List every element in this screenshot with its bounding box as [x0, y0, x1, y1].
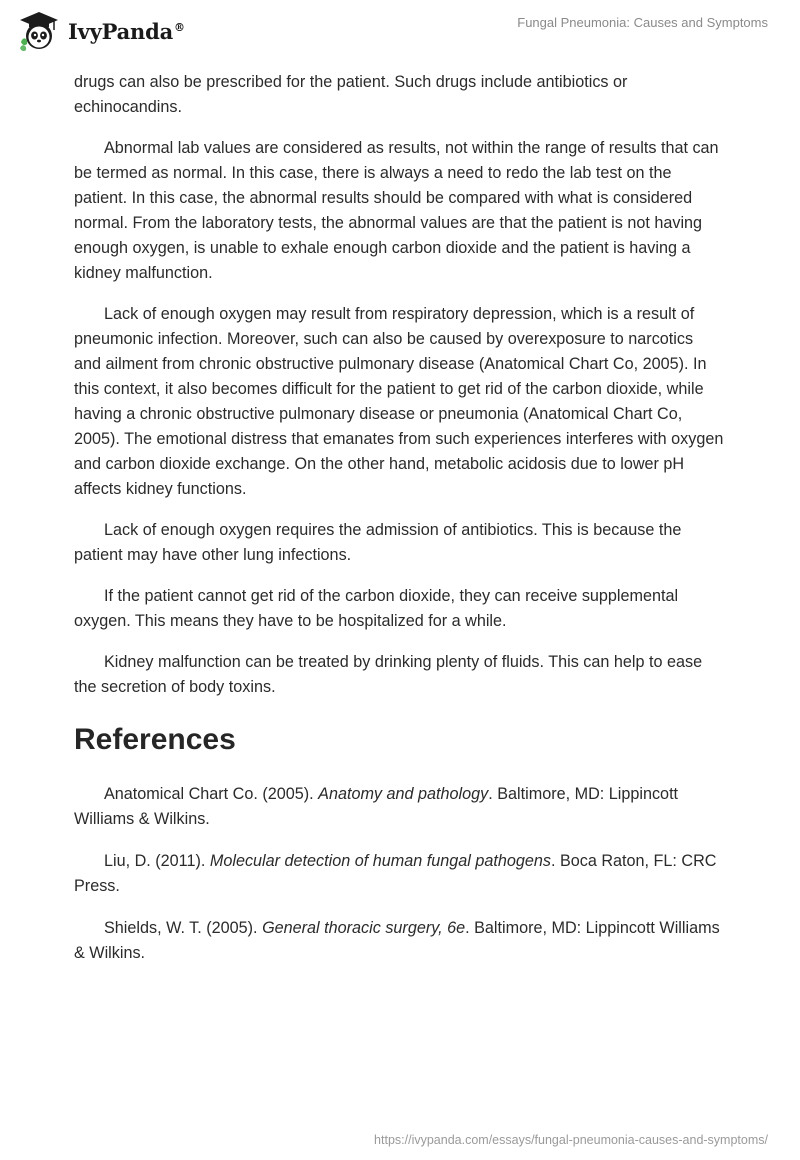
document-title: Fungal Pneumonia: Causes and Symptoms — [517, 15, 768, 30]
paragraph: drugs can also be prescribed for the patient. Such drugs include antibiotics or echinocandins. — [74, 73, 628, 116]
paragraph: If the patient cannot get rid of the carbon dioxide, they can receive supplemental oxygen. This means they have to be hospitalized for a while. — [74, 587, 679, 630]
reference-item: Shields, W. T. (2005). General thoracic surgery, 6e. Baltimore, MD: Lippincott Williams & Wilkins. — [74, 919, 720, 962]
source-url-link[interactable]: https://ivypanda.com/essays/fungal-pneumonia-causes-and-symptoms/ — [374, 1133, 768, 1147]
essay-content — [74, 70, 724, 983]
paragraph: Kidney malfunction can be treated by drinking plenty of fluids. This can help to ease the secretion of body toxins. — [74, 653, 703, 696]
references-heading: References — [74, 723, 236, 756]
reference-item: Anatomical Chart Co. (2005). Anatomy and pathology. Baltimore, MD: Lippincott Williams & Wilkins. — [74, 785, 679, 828]
logo-text: IvyPanda® — [68, 18, 185, 44]
panda-graduate-icon — [16, 8, 62, 54]
page-header — [0, 0, 800, 62]
ivypanda-logo[interactable] — [16, 8, 185, 54]
reference-item: Liu, D. (2011). Molecular detection of human fungal pathogens. Boca Raton, FL: CRC Press. — [74, 852, 717, 895]
paragraph: Lack of enough oxygen may result from respiratory depression, which is a result of pneumonic infection. Moreover, such can also be caused by overexposure to narcotics and ailment from chronic obstructive pulmonary disease (Anatomical Chart Co, 2005). In this context, it also becomes difficult for the patient to get rid of the carbon dioxide, while having a chronic obstructive pulmonary disease or pneumonia (Anatomical Chart Co, 2005). The emotional distress that emanates from such experiences interferes with oxygen and carbon dioxide exchange. On the other hand, metabolic acidosis due to lower pH affects kidney functions. — [74, 305, 724, 498]
paragraph: Abnormal lab values are considered as results, not within the range of results that can be termed as normal. In this case, there is always a need to redo the lab test on the patient. In this case, the abnormal results should be compared with what is considered normal. From the laboratory tests, the abnormal values are that the patient is not having enough oxygen, is unable to exhale enough carbon dioxide and the patient is having a kidney malfunction. — [74, 139, 719, 282]
paragraph: Lack of enough oxygen requires the admission of antibiotics. This is because the patient may have other lung infections. — [74, 521, 682, 564]
